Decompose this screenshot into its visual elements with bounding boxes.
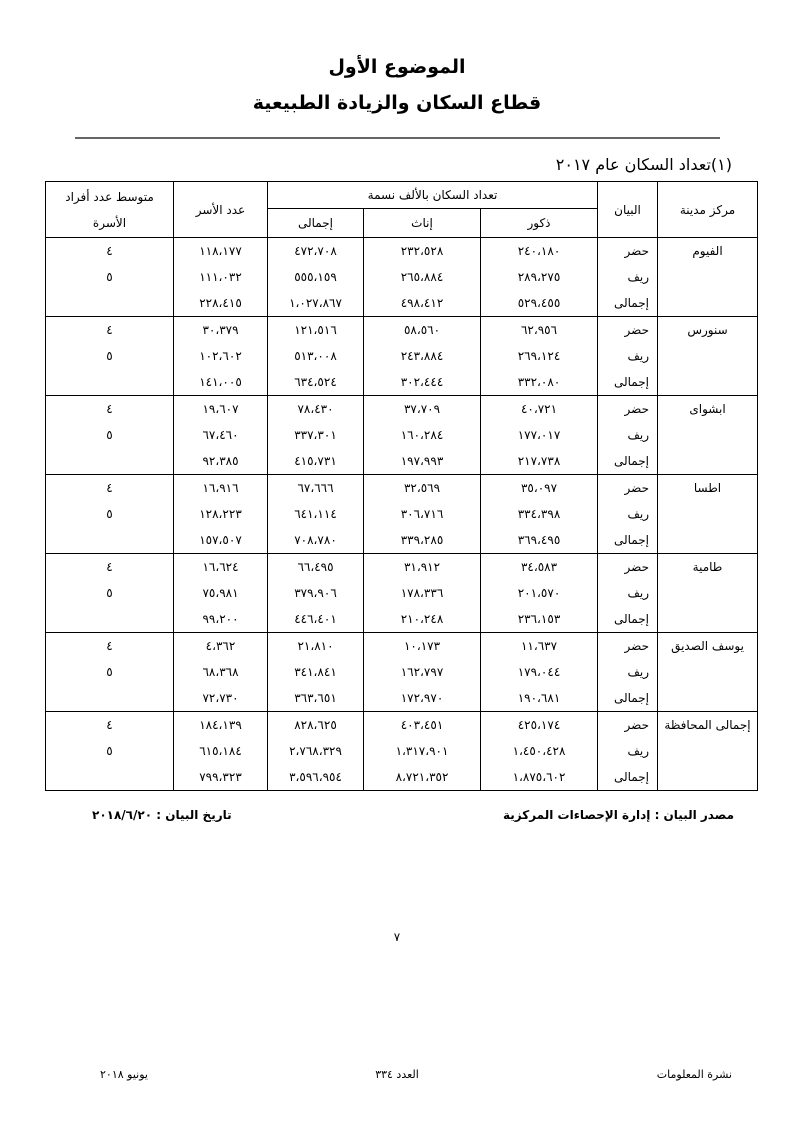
total-value: ٦٦،٤٩٥ <box>297 560 334 574</box>
females-value: ٣٧،٧٠٩ <box>403 402 441 416</box>
total-value: ١٢١،٥١٦ <box>294 323 337 337</box>
males-value: ١،٨٧٥،٦٠٢ <box>512 770 566 784</box>
households-value: ٦٨،٣٦٨ <box>202 665 239 679</box>
males-value: ٣٣٤،٣٩٨ <box>517 507 561 521</box>
males-cell <box>481 633 598 712</box>
avg-value: ٥ <box>106 586 113 600</box>
households-value: ٩٩،٢٠٠ <box>202 612 239 626</box>
females-value: ١٦٠،٢٨٤ <box>400 428 444 442</box>
total-cell <box>268 633 364 712</box>
row-type-label: ريف <box>627 349 649 363</box>
row-type-label: ريف <box>627 428 649 442</box>
issue-date: يونيو ٢٠١٨ <box>100 1068 148 1081</box>
households-value: ١٨٤،١٣٩ <box>199 718 242 732</box>
row-type-label: ريف <box>627 270 649 284</box>
total-value: ٥١٣،٠٠٨ <box>294 349 337 363</box>
households-cell <box>174 633 268 712</box>
males-value: ٣٥،٠٩٧ <box>520 481 558 495</box>
females-value: ١٩٧،٩٩٣ <box>400 454 444 468</box>
total-value: ٣٦٣،٦٥١ <box>294 691 337 705</box>
row-type-label: حضر <box>624 639 649 653</box>
total-cell <box>268 238 364 317</box>
col-avg-line1: متوسط عدد أفراد <box>65 189 154 204</box>
households-cell <box>174 238 268 317</box>
males-value: ١٩٠،٦٨١ <box>517 691 561 705</box>
females-cell <box>364 317 481 396</box>
table-row <box>46 633 758 712</box>
total-value: ٦٣٤،٥٢٤ <box>294 375 337 389</box>
table-title: (١)تعداد السكان عام ٢٠١٧ <box>555 155 732 174</box>
females-cell <box>364 238 481 317</box>
row-type-label: إجمالى <box>613 612 649 626</box>
males-value: ٣٤،٥٨٣ <box>520 560 558 574</box>
avg-cell <box>46 317 174 396</box>
data-date: تاريخ البيان : ٢٠١٨/٦/٢٠ <box>92 808 232 822</box>
region-cell: الفيوم <box>658 238 758 317</box>
region-cell: سنورس <box>658 317 758 396</box>
row-type-label: حضر <box>624 323 649 337</box>
section-title: الموضوع الأول <box>328 56 466 78</box>
avg-value: ٥ <box>106 349 113 363</box>
females-value: ١٧٨،٣٣٦ <box>400 586 444 600</box>
total-value: ٦٤١،١١٤ <box>294 507 337 521</box>
males-cell <box>481 238 598 317</box>
females-value: ١٦٢،٧٩٧ <box>400 665 444 679</box>
col-males: ذكور <box>481 209 598 238</box>
households-value: ٤،٣٦٢ <box>205 639 236 653</box>
females-value: ٣٠٢،٤٤٤ <box>400 375 444 389</box>
females-value: ٥٨،٥٦٠ <box>403 323 441 337</box>
col-females: إناث <box>364 209 481 238</box>
row-type-label: حضر <box>624 402 649 416</box>
households-value: ٩٢،٣٨٥ <box>202 454 239 468</box>
females-value: ١٠،١٧٣ <box>403 639 441 653</box>
females-cell <box>364 633 481 712</box>
females-value: ٣٢،٥٦٩ <box>403 481 441 495</box>
males-value: ١٧٩،٠٤٤ <box>517 665 561 679</box>
households-value: ٧٥،٩٨١ <box>202 586 239 600</box>
col-region: مركز مدينة <box>658 182 758 238</box>
females-value: ٣٣٩،٢٨٥ <box>400 533 444 547</box>
page-number: ٧ <box>393 930 401 944</box>
row-type-cell <box>598 633 658 712</box>
males-value: ٢٤٠،١٨٠ <box>517 244 561 258</box>
avg-value: ٥ <box>106 665 113 679</box>
avg-value: ٤ <box>106 481 113 495</box>
households-value: ١٤١،٠٠٥ <box>199 375 242 389</box>
total-cell <box>268 712 364 791</box>
households-cell <box>174 554 268 633</box>
total-value: ٥٥٥،١٥٩ <box>294 270 337 284</box>
avg-value: ٥ <box>106 507 113 521</box>
table-row <box>46 712 758 791</box>
households-value: ٦٧،٤٦٠ <box>202 428 239 442</box>
row-type-label: حضر <box>624 718 649 732</box>
households-value: ١١٨،١٧٧ <box>199 244 242 258</box>
males-value: ١،٤٥٠،٤٢٨ <box>512 744 566 758</box>
row-type-label: إجمالى <box>613 770 649 784</box>
households-value: ٣٠،٣٧٩ <box>202 323 239 337</box>
total-cell <box>268 317 364 396</box>
males-value: ٣٦٩،٤٩٥ <box>517 533 561 547</box>
households-cell <box>174 475 268 554</box>
males-value: ١١،٦٣٧ <box>520 639 558 653</box>
males-value: ٢٦٩،١٢٤ <box>517 349 561 363</box>
households-cell <box>174 712 268 791</box>
males-value: ٢٠١،٥٧٠ <box>517 586 561 600</box>
col-households: عدد الأسر <box>174 182 268 238</box>
avg-cell <box>46 475 174 554</box>
females-cell <box>364 396 481 475</box>
avg-value: ٤ <box>106 402 113 416</box>
females-value: ٣١،٩١٢ <box>403 560 441 574</box>
region-cell: طامية <box>658 554 758 633</box>
females-value: ٣٠٦،٧١٦ <box>400 507 444 521</box>
females-value: ٨،٧٢١،٣٥٢ <box>395 770 449 784</box>
females-cell <box>364 475 481 554</box>
total-value: ٧٠٨،٧٨٠ <box>294 533 337 547</box>
table-row <box>46 475 758 554</box>
households-value: ١١١،٠٣٢ <box>199 270 242 284</box>
table-row <box>46 396 758 475</box>
total-value: ٤١٥،٧٣١ <box>294 454 337 468</box>
males-value: ٢٣٦،١٥٣ <box>517 612 561 626</box>
total-cell <box>268 396 364 475</box>
row-type-label: حضر <box>624 244 649 258</box>
avg-value: ٥ <box>106 270 113 284</box>
population-table <box>45 181 758 791</box>
issue-number: العدد ٣٣٤ <box>375 1068 419 1081</box>
row-type-label: إجمالى <box>613 296 649 310</box>
avg-value: ٤ <box>106 639 113 653</box>
households-cell <box>174 317 268 396</box>
total-value: ٣٧٩،٩٠٦ <box>294 586 337 600</box>
males-value: ٢١٧،٧٣٨ <box>517 454 561 468</box>
row-type-cell <box>598 554 658 633</box>
region-cell: اطسا <box>658 475 758 554</box>
row-type-label: حضر <box>624 481 649 495</box>
total-value: ٨٢٨،٦٢٥ <box>294 718 337 732</box>
females-value: ١،٣١٧،٩٠١ <box>395 744 449 758</box>
col-population-group: تعداد السكان بالألف نسمة <box>268 182 598 209</box>
col-total: إجمالى <box>268 209 364 238</box>
avg-value: ٤ <box>106 718 113 732</box>
males-cell <box>481 396 598 475</box>
households-value: ١٩،٦٠٧ <box>202 402 239 416</box>
males-value: ٥٢٩،٤٥٥ <box>517 296 561 310</box>
row-type-label: إجمالى <box>613 533 649 547</box>
col-item: البيان <box>598 182 658 238</box>
col-avg-line2: الأسرة <box>92 215 127 230</box>
total-value: ٧٨،٤٣٠ <box>297 402 334 416</box>
row-type-cell <box>598 396 658 475</box>
males-cell <box>481 554 598 633</box>
avg-cell <box>46 712 174 791</box>
avg-value: ٤ <box>106 323 113 337</box>
row-type-label: إجمالى <box>613 375 649 389</box>
avg-cell <box>46 554 174 633</box>
header-divider <box>75 137 720 139</box>
avg-value: ٥ <box>106 428 113 442</box>
region-cell: إجمالى المحافظة <box>658 712 758 791</box>
total-value: ٣،٥٩٦،٩٥٤ <box>289 770 342 784</box>
females-value: ٤٠٣،٤٥١ <box>400 718 444 732</box>
households-value: ١٢٨،٢٢٣ <box>199 507 242 521</box>
females-value: ٢٤٣،٨٨٤ <box>400 349 444 363</box>
avg-cell <box>46 396 174 475</box>
total-cell <box>268 475 364 554</box>
households-value: ١٦،٩١٦ <box>202 481 239 495</box>
males-cell <box>481 475 598 554</box>
total-value: ٢،٧٦٨،٣٢٩ <box>289 744 342 758</box>
total-value: ٣٤١،٨٤١ <box>294 665 337 679</box>
avg-cell <box>46 238 174 317</box>
table-row <box>46 554 758 633</box>
data-source: مصدر البيان : إدارة الإحصاءات المركزية <box>502 808 734 822</box>
males-value: ٦٢،٩٥٦ <box>520 323 558 337</box>
row-type-label: ريف <box>627 586 649 600</box>
row-type-label: ريف <box>627 507 649 521</box>
females-cell <box>364 554 481 633</box>
females-cell <box>364 712 481 791</box>
row-type-label: ريف <box>627 665 649 679</box>
col-avg-household-size <box>46 182 174 238</box>
households-value: ١٦،٦٢٤ <box>202 560 239 574</box>
males-cell <box>481 317 598 396</box>
males-cell <box>481 712 598 791</box>
females-value: ٢٣٢،٥٢٨ <box>400 244 444 258</box>
males-value: ١٧٧،٠١٧ <box>517 428 561 442</box>
households-value: ٧٩٩،٣٢٣ <box>199 770 242 784</box>
section-subtitle: قطاع السكان والزيادة الطبيعية <box>252 92 542 114</box>
total-value: ٢١،٨١٠ <box>297 639 334 653</box>
households-value: ١٥٧،٥٠٧ <box>199 533 242 547</box>
avg-value: ٥ <box>106 744 113 758</box>
females-value: ٢٦٥،٨٨٤ <box>400 270 444 284</box>
females-value: ٤٩٨،٤١٢ <box>400 296 444 310</box>
households-value: ٦١٥،١٨٤ <box>199 744 242 758</box>
avg-cell <box>46 633 174 712</box>
row-type-label: إجمالى <box>613 691 649 705</box>
total-cell <box>268 554 364 633</box>
row-type-cell <box>598 712 658 791</box>
table-row <box>46 317 758 396</box>
females-value: ١٧٢،٩٧٠ <box>400 691 444 705</box>
row-type-cell <box>598 238 658 317</box>
total-value: ٦٧،٦٦٦ <box>297 481 334 495</box>
row-type-cell <box>598 475 658 554</box>
total-value: ٤٧٢،٧٠٨ <box>294 244 337 258</box>
row-type-label: حضر <box>624 560 649 574</box>
females-value: ٢١٠،٢٤٨ <box>400 612 444 626</box>
households-cell <box>174 396 268 475</box>
row-type-label: إجمالى <box>613 454 649 468</box>
households-value: ٢٢٨،٤١٥ <box>199 296 242 310</box>
total-value: ٣٣٧،٣٠١ <box>294 428 337 442</box>
bulletin-name: نشرة المعلومات <box>656 1068 732 1081</box>
males-value: ٣٣٢،٠٨٠ <box>517 375 561 389</box>
avg-value: ٤ <box>106 244 113 258</box>
total-value: ١،٠٢٧،٨٦٧ <box>289 296 342 310</box>
row-type-label: ريف <box>627 744 649 758</box>
households-value: ١٠٢،٦٠٢ <box>199 349 242 363</box>
total-value: ٤٤٦،٤٠١ <box>294 612 337 626</box>
row-type-cell <box>598 317 658 396</box>
table-body <box>46 238 758 791</box>
table-row <box>46 238 758 317</box>
region-cell: يوسف الصديق <box>658 633 758 712</box>
region-cell: ابشواى <box>658 396 758 475</box>
males-value: ٤٠،٧٢١ <box>520 402 558 416</box>
males-value: ٢٨٩،٢٧٥ <box>517 270 561 284</box>
avg-value: ٤ <box>106 560 113 574</box>
households-value: ٧٢،٧٣٠ <box>202 691 239 705</box>
males-value: ٤٢٥،١٧٤ <box>517 718 561 732</box>
